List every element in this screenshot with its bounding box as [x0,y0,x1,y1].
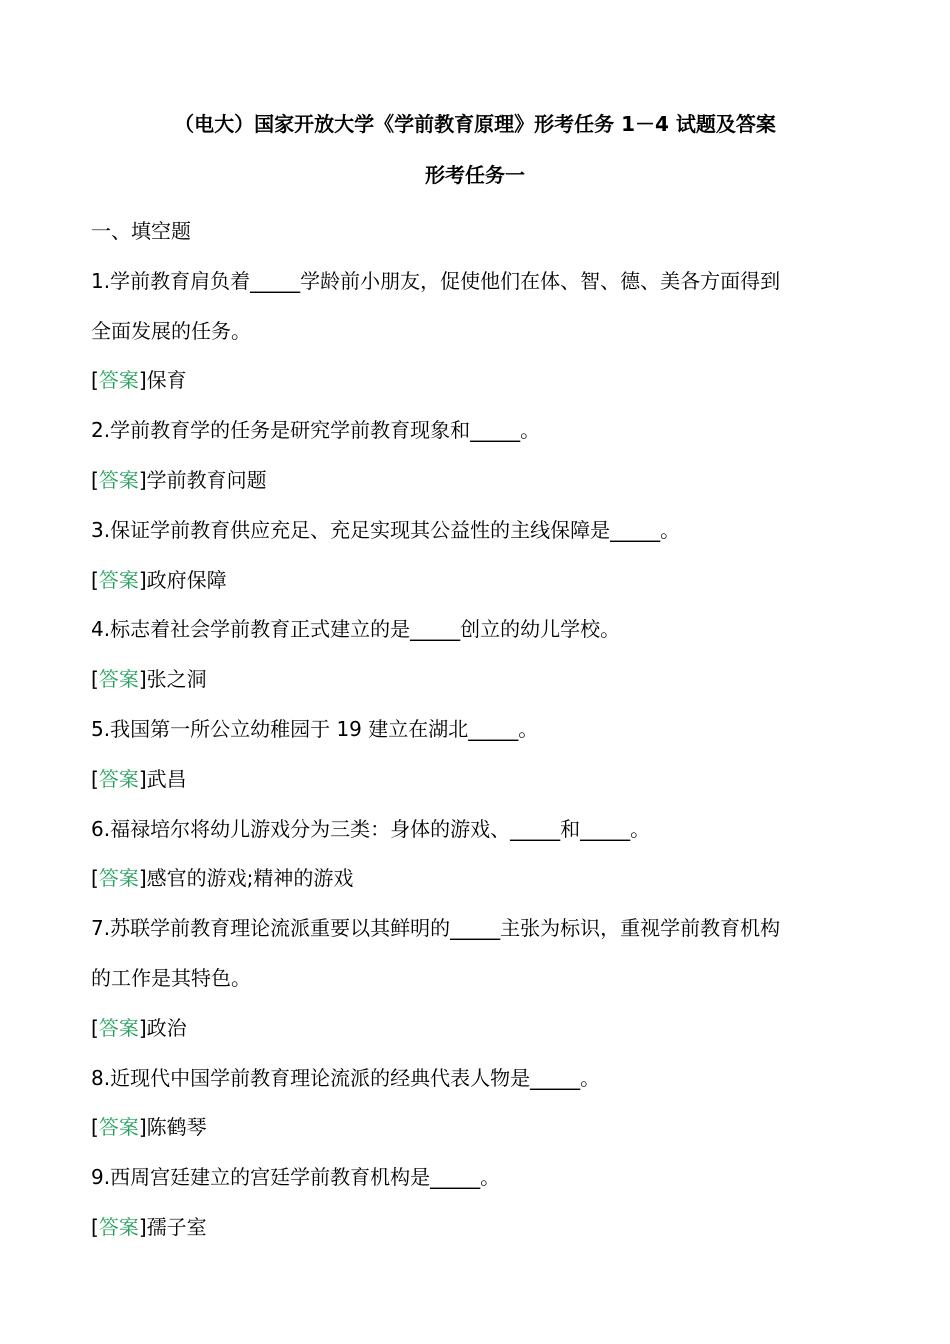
answer-2 [91,456,871,506]
question-8-line-1: 8.近现代中国学前教育理论流派的经典代表人物是_____。 [91,1065,601,1090]
answer-open-bracket: [ [91,766,99,791]
answer-5 [91,755,871,805]
answer-open-bracket: [ [91,866,99,891]
answer-close-bracket: ] [138,1115,147,1140]
answer-close-bracket: ] [138,1015,147,1040]
answer-text: 武昌 [146,766,187,791]
document-title: （电大）国家开放大学《学前教育原理》形考任务 1－4 试题及答案 [174,112,776,136]
answer-text: 张之洞 [146,667,207,692]
answer-label: 答案 [98,1015,139,1040]
answer-4 [91,655,871,705]
answer-8 [91,1103,871,1153]
answer-text: 学前教育问题 [146,467,267,492]
answer-open-bracket: [ [91,667,99,692]
document-subtitle: 形考任务一 [425,163,525,187]
answer-label: 答案 [98,667,139,692]
answer-open-bracket: [ [91,467,99,492]
answer-close-bracket: ] [138,368,147,393]
question-7-line-2: 的工作是其特色。 [91,965,251,990]
answer-open-bracket: [ [91,1115,99,1140]
answer-close-bracket: ] [138,567,147,592]
answer-text: 政府保障 [146,567,227,592]
question-2-line-1: 2.学前教育学的任务是研究学前教育现象和_____。 [91,418,541,443]
answer-text: 陈鹤琴 [146,1115,207,1140]
question-6-line-1: 6.福禄培尔将幼儿游戏分为三类：身体的游戏、_____和_____。 [91,816,651,841]
answer-label: 答案 [98,467,139,492]
question-4-line-1: 4.标志着社会学前教育正式建立的是_____创立的幼儿学校。 [91,617,621,642]
answer-label: 答案 [98,567,139,592]
answer-9 [91,1203,871,1253]
answer-close-bracket: ] [138,467,147,492]
answer-open-bracket: [ [91,1015,99,1040]
question-1-line-2: 全面发展的任务。 [91,318,251,343]
answer-7 [91,1004,871,1054]
answer-text: 政治 [146,1015,187,1040]
answer-label: 答案 [98,1115,139,1140]
answer-label: 答案 [98,866,139,891]
answer-label: 答案 [98,766,139,791]
answer-open-bracket: [ [91,368,99,393]
answer-label: 答案 [98,1214,139,1239]
question-7-line-1: 7.苏联学前教育理论流派重要以其鲜明的_____主张为标识，重视学前教育机构 [91,916,781,941]
section-heading: 一、填空题 [91,219,191,243]
answer-text: 感官的游戏;精神的游戏 [146,866,354,891]
answer-3 [91,556,871,606]
question-5-line-1: 5.我国第一所公立幼稚园于 19 建立在湖北_____。 [91,716,539,741]
answer-1 [91,356,871,406]
question-3-line-1: 3.保证学前教育供应充足、充足实现其公益性的主线保障是_____。 [91,517,681,542]
answer-open-bracket: [ [91,567,99,592]
answer-close-bracket: ] [138,866,147,891]
answer-6 [91,854,871,904]
answer-close-bracket: ] [138,1214,147,1239]
answer-close-bracket: ] [138,667,147,692]
question-1-line-1: 1.学前教育肩负着_____学龄前小朋友，促使他们在体、智、德、美各方面得到 [91,268,781,293]
answer-text: 孺子室 [146,1214,207,1239]
answer-text: 保育 [146,368,187,393]
answer-open-bracket: [ [91,1214,99,1239]
document-body [91,207,871,1253]
question-9-line-1: 9.西周宫廷建立的宫廷学前教育机构是_____。 [91,1165,501,1190]
answer-label: 答案 [98,368,139,393]
answer-close-bracket: ] [138,766,147,791]
